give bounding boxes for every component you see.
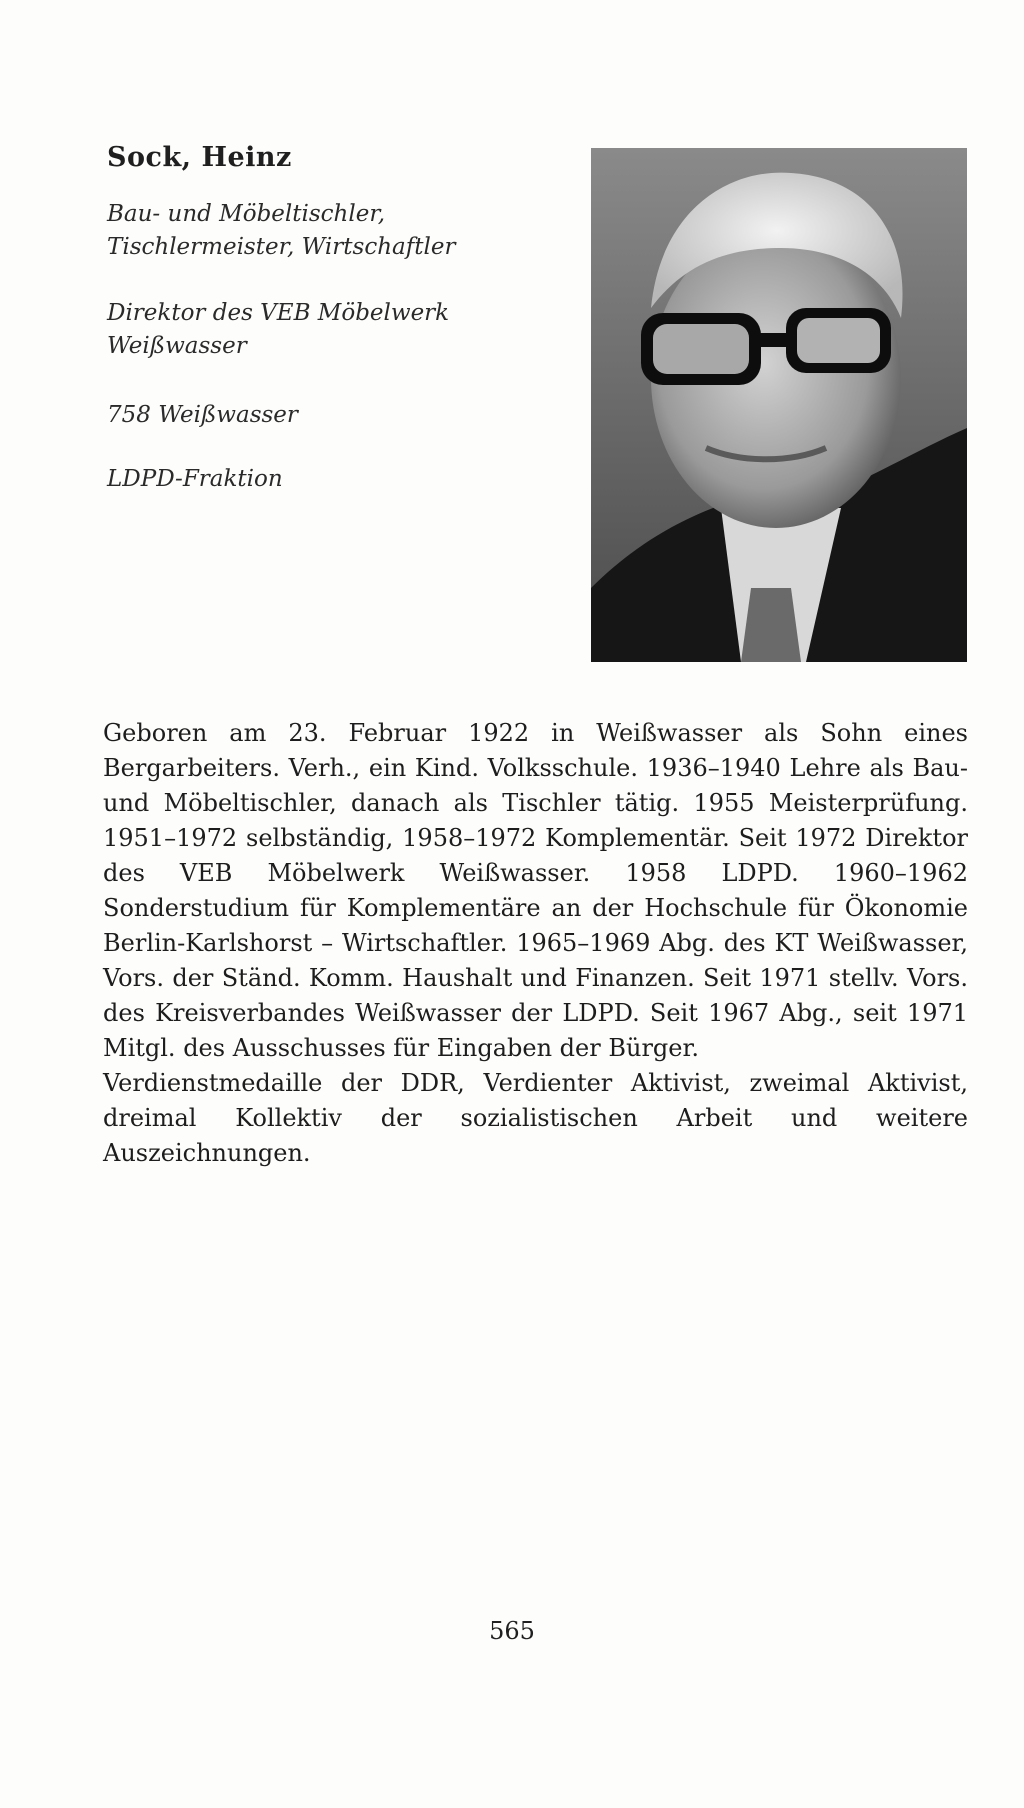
position-line-1: Direktor des VEB Möbelwerk	[107, 300, 450, 326]
faction: LDPD-Fraktion	[107, 466, 283, 492]
profession	[107, 198, 557, 264]
location: 758 Weißwasser	[107, 402, 298, 428]
entry-name: Sock, Heinz	[107, 142, 292, 173]
portrait-photo	[591, 148, 967, 662]
profession-line-1: Bau- und Möbeltischler,	[107, 201, 386, 227]
biography-paragraph-1: Geboren am 23. Februar 1922 in Weißwasser als Sohn eines Bergarbeiters. Verh., ein Kind. Volksschule. 1936–1940 Lehre als Bau- und Möbeltischler, danach als Tischler tätig. 1955 Meisterprüfung. 1951–1972 selbständig, 1958–1972 Komplementär. Seit 1972 Direktor des VEB Möbelwerk Weißwasser. 1958 LDPD. 1960–1962 Sonderstudium für Komplementäre an der Hochschule für Ökonomie Berlin-Karlshorst – Wirtschaftler. 1965–1969 Abg. des KT Weißwasser, Vors. der Ständ. Komm. Haushalt und Finanzen. Seit 1971 stellv. Vors. des Kreisverbandes Weißwasser der LDPD. Seit 1967 Abg., seit 1971 Mitgl. des Ausschusses für Eingaben der Bürger.	[103, 719, 968, 1062]
page-number: 565	[489, 1617, 535, 1645]
position-line-2: Weißwasser	[107, 333, 247, 359]
profession-line-2: Tischlermeister, Wirtschaftler	[107, 234, 456, 260]
biography	[103, 716, 968, 1171]
position	[107, 297, 557, 363]
biography-paragraph-2: Verdienstmedaille der DDR, Verdienter Aktivist, zweimal Aktivist, dreimal Kollektiv der sozialistischen Arbeit und weitere Auszeichnungen.	[103, 1069, 968, 1167]
